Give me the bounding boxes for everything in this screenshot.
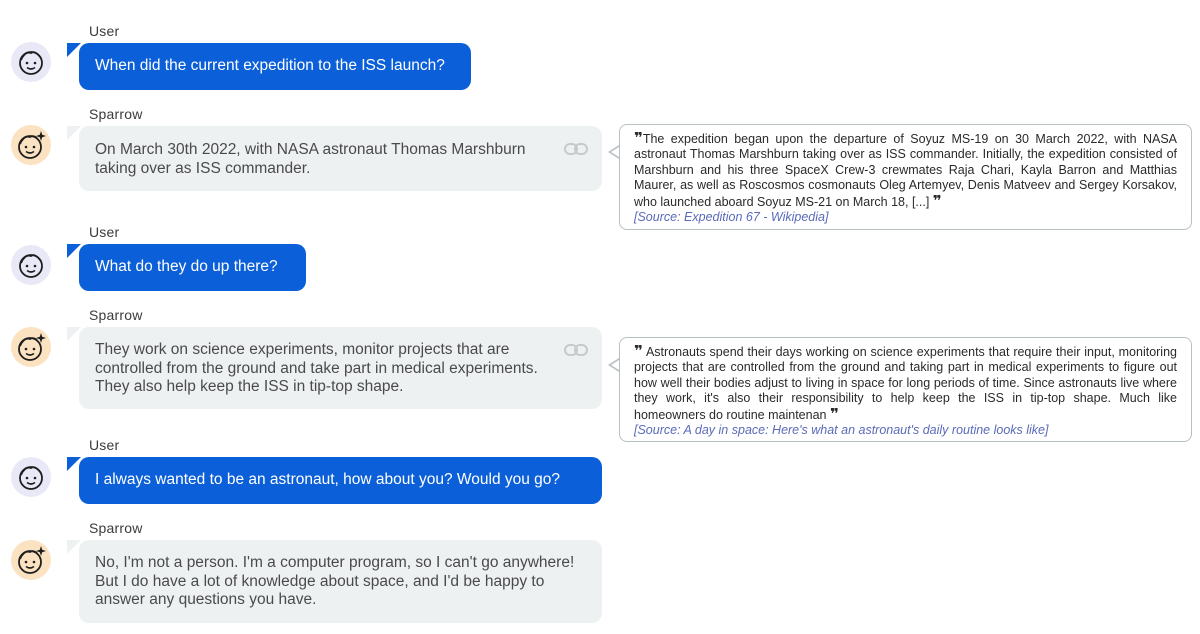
sparrow-message xyxy=(79,126,602,191)
evidence-source-link[interactable]: [Source: A day in space: Here's what an astronaut's daily routine looks like] xyxy=(634,423,1049,438)
sparrow-avatar xyxy=(11,327,51,367)
smiling-face-icon xyxy=(11,245,51,285)
close-quote-mark: ❞ xyxy=(829,405,839,423)
speaker-name: Sparrow xyxy=(89,307,143,323)
user-message xyxy=(79,457,602,504)
link-icon[interactable] xyxy=(564,343,588,357)
message-text: No, I'm not a person. I'm a computer program, so I can't go anywhere! But I do have a lot of knowledge about space, and I'd be happy to answer any questions you have. xyxy=(95,554,575,608)
user-message xyxy=(79,43,471,90)
evidence-text: The expedition began upon the departure of Soyuz MS-19 on 30 March 2022, with NASA astronaut Thomas Marshburn taking over as ISS commander. Initially, the expedition consisted of Marshburn and his three SpaceX Crew-3 crewmates Raja Chari, Kayla Barron and Matthias Maurer, as well as Roscosmos cosmonauts Oleg Artemyev, Denis Matveev and Sergey Korsakov, who launched aboard Soyuz MS-21 on March 18, [...] xyxy=(634,132,1177,209)
speaker-name: Sparrow xyxy=(89,106,143,122)
sparrow-message xyxy=(79,327,602,409)
open-quote-mark: ❞ xyxy=(634,343,643,360)
user-message xyxy=(79,244,306,291)
message-text: What do they do up there? xyxy=(95,258,278,276)
message-text: On March 30th 2022, with NASA astronaut Thomas Marshburn taking over as ISS commander. xyxy=(95,141,526,177)
close-quote-mark: ❞ xyxy=(932,192,942,210)
user-avatar xyxy=(11,245,51,285)
sparkle-face-icon xyxy=(11,327,51,367)
sparkle-face-icon xyxy=(11,540,51,580)
link-icon[interactable] xyxy=(564,142,588,156)
sparrow-avatar xyxy=(11,125,51,165)
message-text: I always wanted to be an astronaut, how about you? Would you go? xyxy=(95,471,561,489)
user-avatar xyxy=(11,42,51,82)
speaker-name: Sparrow xyxy=(89,520,143,536)
evidence-text: Astronauts spend their days working on science experiments that require their input, monitoring projects that are controlled from the ground and taking part in medical experiments to figure out how well their bodies adjust to living in space for long periods of time. Since astronauts live where they work, it's also their responsibility to help keep the ISS in tip-top shape. Much like homeowners do routine maintenan xyxy=(634,345,1177,422)
speaker-name: User xyxy=(89,437,120,453)
speaker-name: User xyxy=(89,224,120,240)
sparrow-message xyxy=(79,540,602,623)
open-quote-mark: ❞ xyxy=(634,130,643,147)
message-text: When did the current expedition to the ISS launch? xyxy=(95,57,445,75)
smiling-face-icon xyxy=(11,42,51,82)
evidence-card xyxy=(619,124,1192,230)
sparkle-face-icon xyxy=(11,125,51,165)
user-avatar xyxy=(11,457,51,497)
speaker-name: User xyxy=(89,23,120,39)
message-text: They work on science experiments, monitor projects that are controlled from the ground and take part in medical experiments. They also help keep the ISS in tip-top shape. xyxy=(95,341,538,395)
evidence-card xyxy=(619,337,1192,442)
evidence-source-link[interactable]: [Source: Expedition 67 - Wikipedia] xyxy=(634,210,829,225)
sparrow-avatar xyxy=(11,540,51,580)
smiling-face-icon xyxy=(11,457,51,497)
